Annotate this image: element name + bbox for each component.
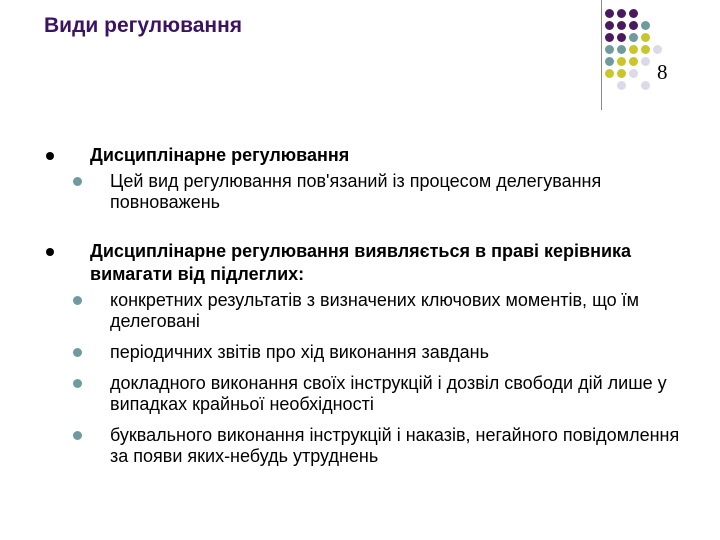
dot xyxy=(617,33,626,42)
page-number: 8 xyxy=(657,60,668,84)
bullet-dot-icon xyxy=(46,152,54,160)
dot xyxy=(629,45,638,54)
sub-bullet-dot-icon xyxy=(73,431,82,440)
divider-line xyxy=(601,0,602,110)
dot xyxy=(617,9,626,18)
bullet-heading-text: Дисциплінарне регулювання xyxy=(90,145,350,165)
sub-bullet-dot-icon xyxy=(73,379,82,388)
sub-bullet xyxy=(44,425,694,467)
dot xyxy=(617,81,626,90)
bullet-dot-icon xyxy=(46,248,54,256)
dot xyxy=(629,69,638,78)
bullet-heading-text: Дисциплінарне регулювання виявляється в праві керівника вимагати від підлеглих: xyxy=(90,241,632,284)
dot xyxy=(653,45,662,54)
dot xyxy=(629,57,638,66)
dot xyxy=(641,33,650,42)
dot xyxy=(605,9,614,18)
sub-bullet-dot-icon xyxy=(73,177,82,186)
sub-bullet xyxy=(44,290,694,332)
dot xyxy=(617,21,626,30)
dot xyxy=(641,57,650,66)
sub-bullet-text: буквального виконання інструкцій і наказів, негайного повідомлення за появи яких-небудь утруднень xyxy=(110,425,680,466)
dot xyxy=(617,57,626,66)
dot xyxy=(629,21,638,30)
bullet-heading xyxy=(44,240,694,286)
sub-bullet-dot-icon xyxy=(73,296,82,305)
sub-bullet xyxy=(44,342,694,363)
dot xyxy=(641,45,650,54)
dot xyxy=(605,69,614,78)
dot xyxy=(641,21,650,30)
dot xyxy=(605,57,614,66)
bullet-heading xyxy=(44,144,694,167)
sub-bullet-dot-icon xyxy=(73,348,82,357)
dot xyxy=(617,45,626,54)
slide-content xyxy=(44,144,694,467)
sub-bullet xyxy=(44,373,694,415)
dot xyxy=(617,69,626,78)
sub-bullet-text: періодичних звітів про хід виконання завдань xyxy=(110,342,489,362)
sub-bullet-text: Цей вид регулювання пов'язаний із процесом делегування повноважень xyxy=(110,171,602,212)
dot xyxy=(605,21,614,30)
sub-bullet xyxy=(44,171,694,213)
sub-bullet-text: докладного виконання своїх інструкцій і дозвіл свободи дій лише у випадках крайньої необхідності xyxy=(110,373,667,414)
sub-bullet-text: конкретних результатів з визначених ключових моментів, що їм делеговані xyxy=(110,290,640,331)
dot xyxy=(605,33,614,42)
dot xyxy=(641,81,650,90)
dot xyxy=(629,9,638,18)
slide-title: Види регулювання xyxy=(44,14,243,37)
dot xyxy=(629,33,638,42)
dot xyxy=(605,45,614,54)
